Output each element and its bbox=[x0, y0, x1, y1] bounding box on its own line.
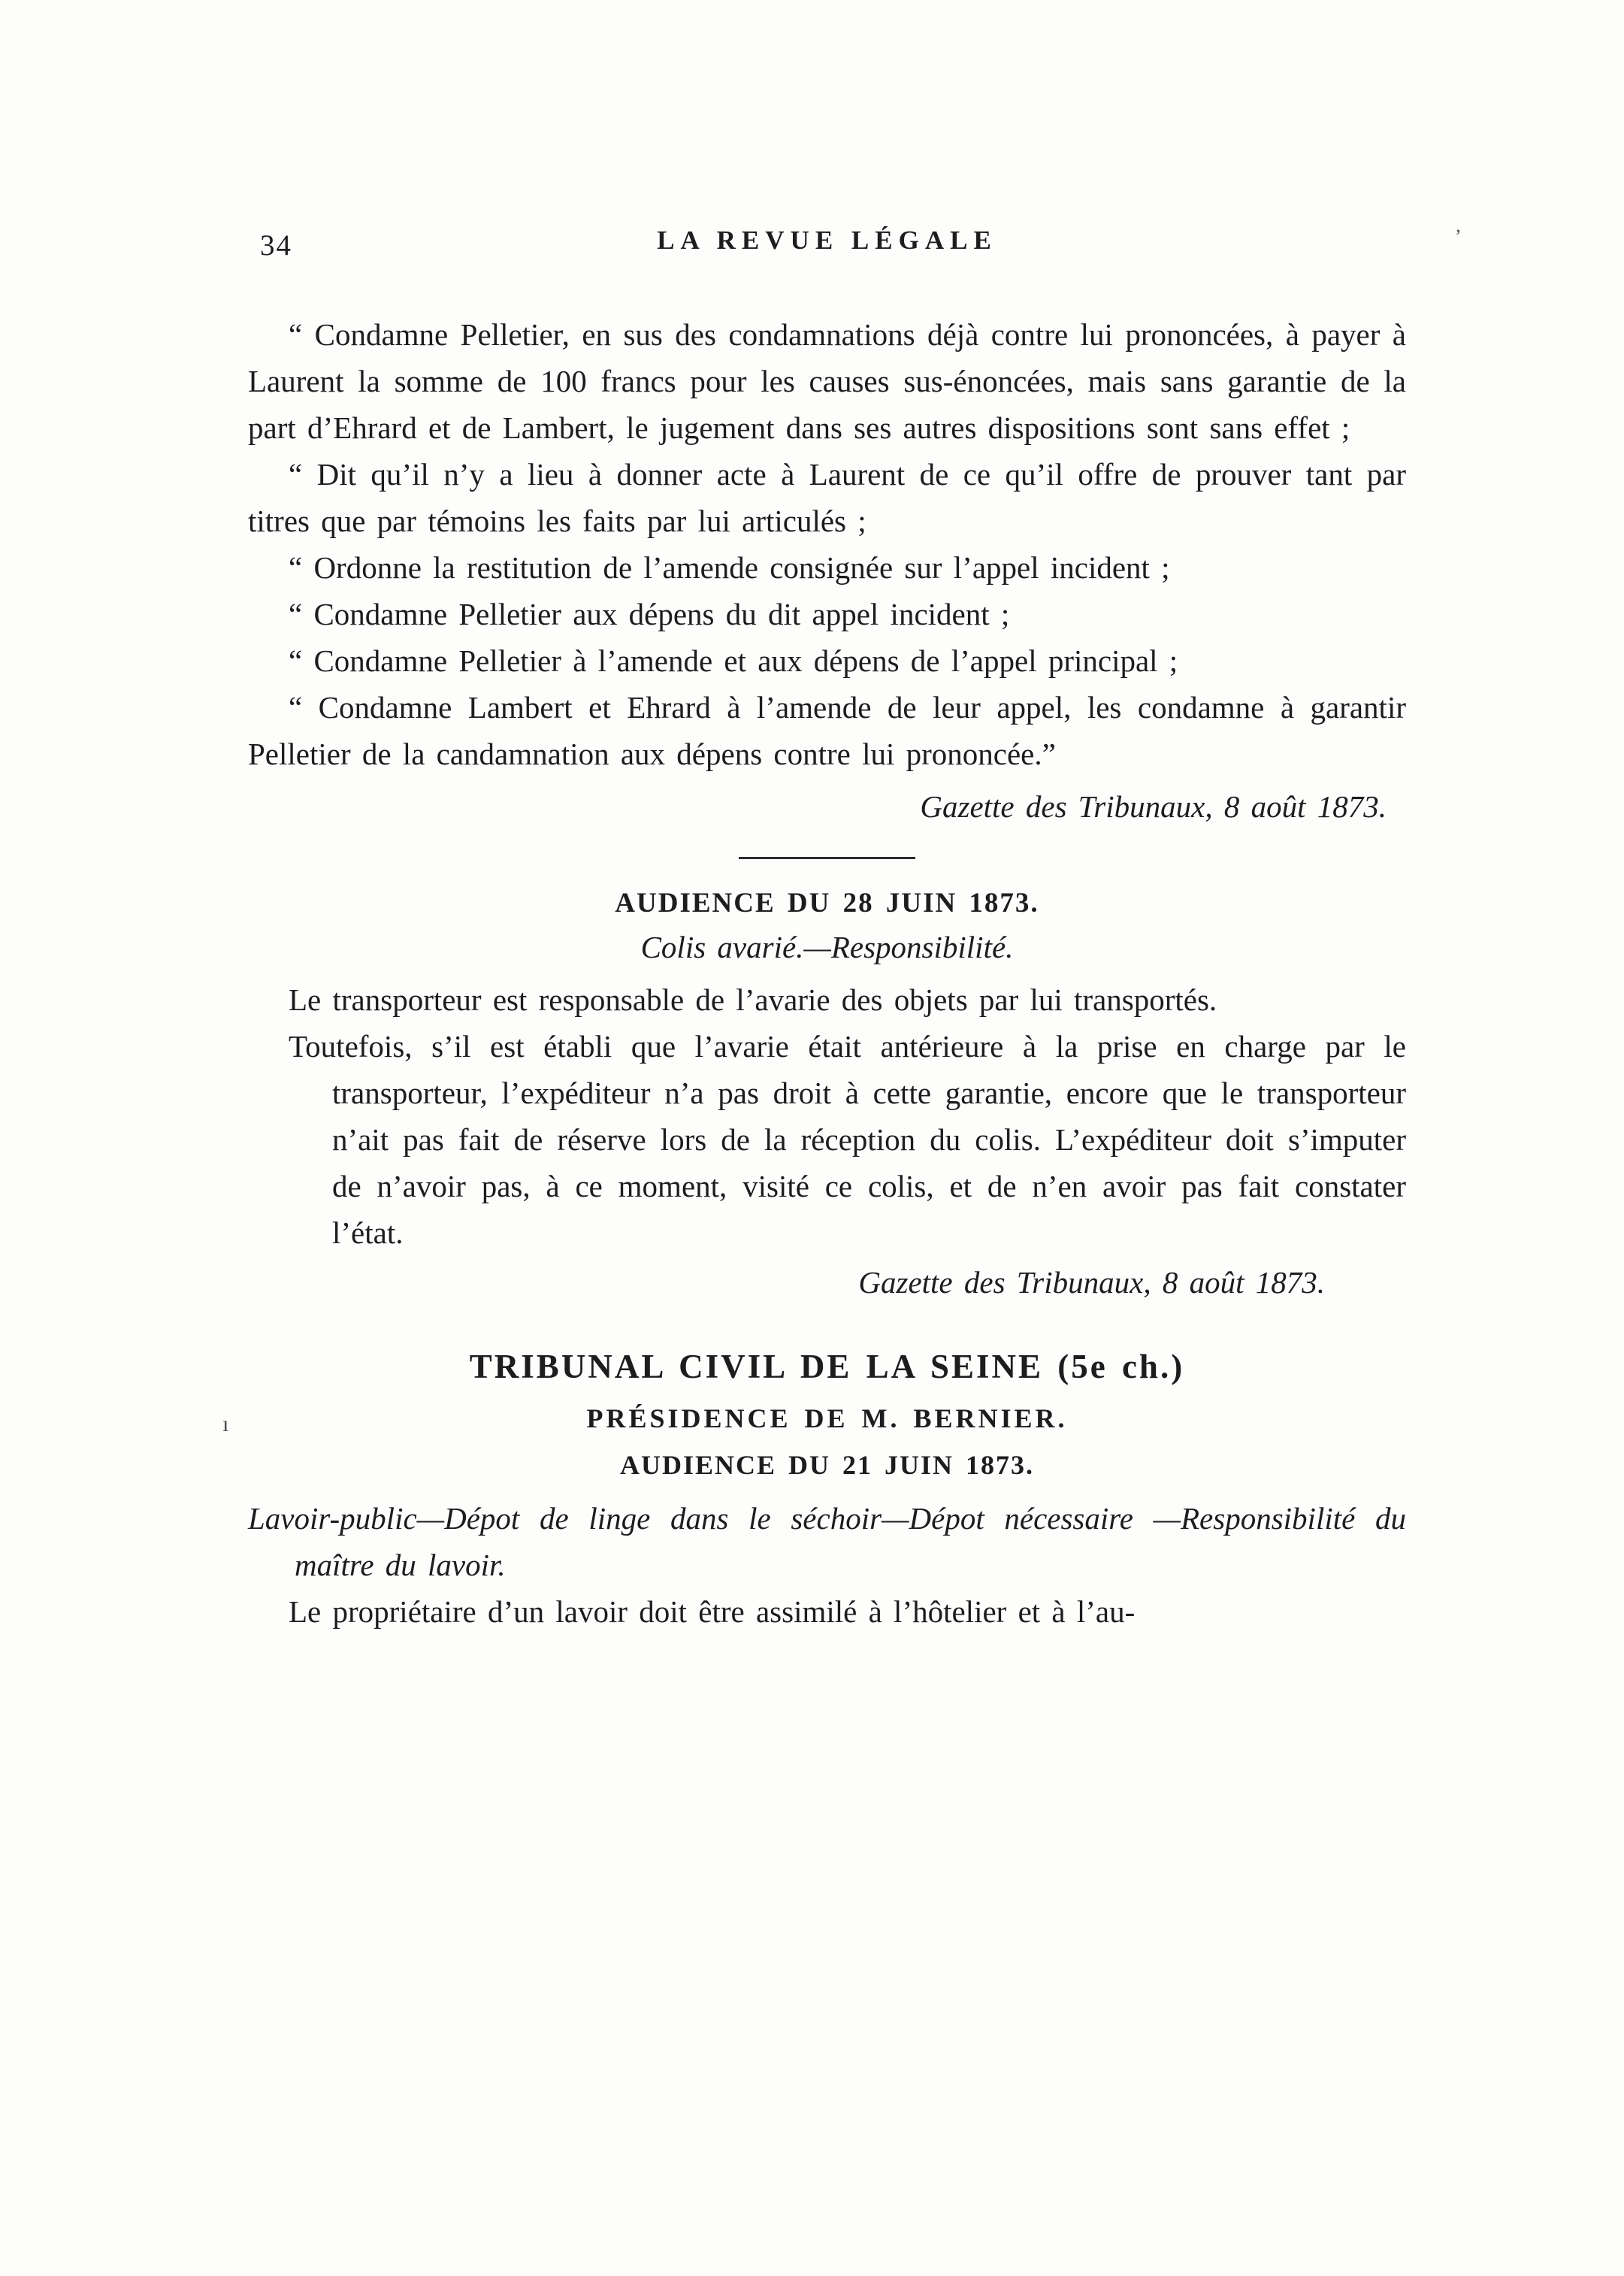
case-body-first-line: Le propriétaire d’un lavoir doit être assimilé à l’hôtelier et à l’au- bbox=[289, 1594, 1136, 1629]
page-content bbox=[248, 311, 1406, 1635]
gazette-citation: Gazette des Tribunaux, 8 août 1873. bbox=[920, 789, 1387, 824]
section-divider bbox=[739, 857, 915, 859]
judgment-paragraph: “ Condamne Pelletier aux dépens du dit appel incident ; bbox=[289, 597, 1010, 631]
court-heading: TRIBUNAL CIVIL DE LA SEINE (5e ch.) bbox=[469, 1348, 1185, 1385]
presidence-heading: PRÉSIDENCE DE M. BERNIER. bbox=[586, 1403, 1068, 1433]
audience-heading: AUDIENCE DU 21 JUIN 1873. bbox=[619, 1450, 1035, 1480]
scan-artifact-tick: ’ bbox=[1455, 225, 1462, 247]
audience-heading: AUDIENCE DU 28 JUIN 1873. bbox=[615, 888, 1039, 919]
judgment-paragraph: “ Condamne Pelletier à l’amende et aux dépens de l’appel principal ; bbox=[289, 643, 1178, 678]
judgment-paragraph: “ Dit qu’il n’y a lieu à donner acte à Laurent de ce qu’il offre de prouver tant par titres que par témoins les faits par lui articulés ; bbox=[248, 457, 1406, 538]
case-title: Colis avarié.—Responsibilité. bbox=[640, 930, 1014, 964]
holding-paragraph: Le transporteur est responsable de l’avarie des objets par lui transportés. bbox=[289, 982, 1217, 1017]
page-header bbox=[248, 225, 1406, 280]
judgment-paragraph: “ Ordonne la restitution de l’amende consignée sur l’appel incident ; bbox=[289, 550, 1170, 585]
page-number: 34 bbox=[260, 229, 292, 262]
judgment-paragraph: “ Condamne Lambert et Ehrard à l’amende de leur appel, les condamne à garantir Pelletier de la candamnation aux dépens contre lui prononcée.” bbox=[248, 690, 1406, 771]
running-title: LA REVUE LÉGALE bbox=[657, 225, 997, 255]
gazette-citation: Gazette des Tribunaux, 8 août 1873. bbox=[858, 1265, 1325, 1300]
case-headnote: Lavoir-public—Dépot de linge dans le séchoir—Dépot nécessaire —Responsibilité du maître du lavoir. bbox=[248, 1501, 1406, 1582]
holding-paragraph: Toutefois, s’il est établi que l’avarie était antérieure à la prise en charge par le transporteur, l’expéditeur n’a pas droit à cette garantie, encore que le transporteur n’ait pas fait de réserve lors de la réception du colis. L’expéditeur doit s’imputer de n’avoir pas, à ce moment, visité ce colis, et de n’en avoir pas fait constater l’état. bbox=[289, 1029, 1406, 1250]
judgment-paragraph: “ Condamne Pelletier, en sus des condamnations déjà contre lui prononcées, à payer à Laurent la somme de 100 francs pour les causes sus-énoncées, mais sans garantie de la part d’Ehrard et de Lambert, le jugement dans ses autres dispositions sont sans effet ; bbox=[248, 317, 1406, 445]
scan-artifact-margin-mark: ı bbox=[222, 1412, 229, 1436]
